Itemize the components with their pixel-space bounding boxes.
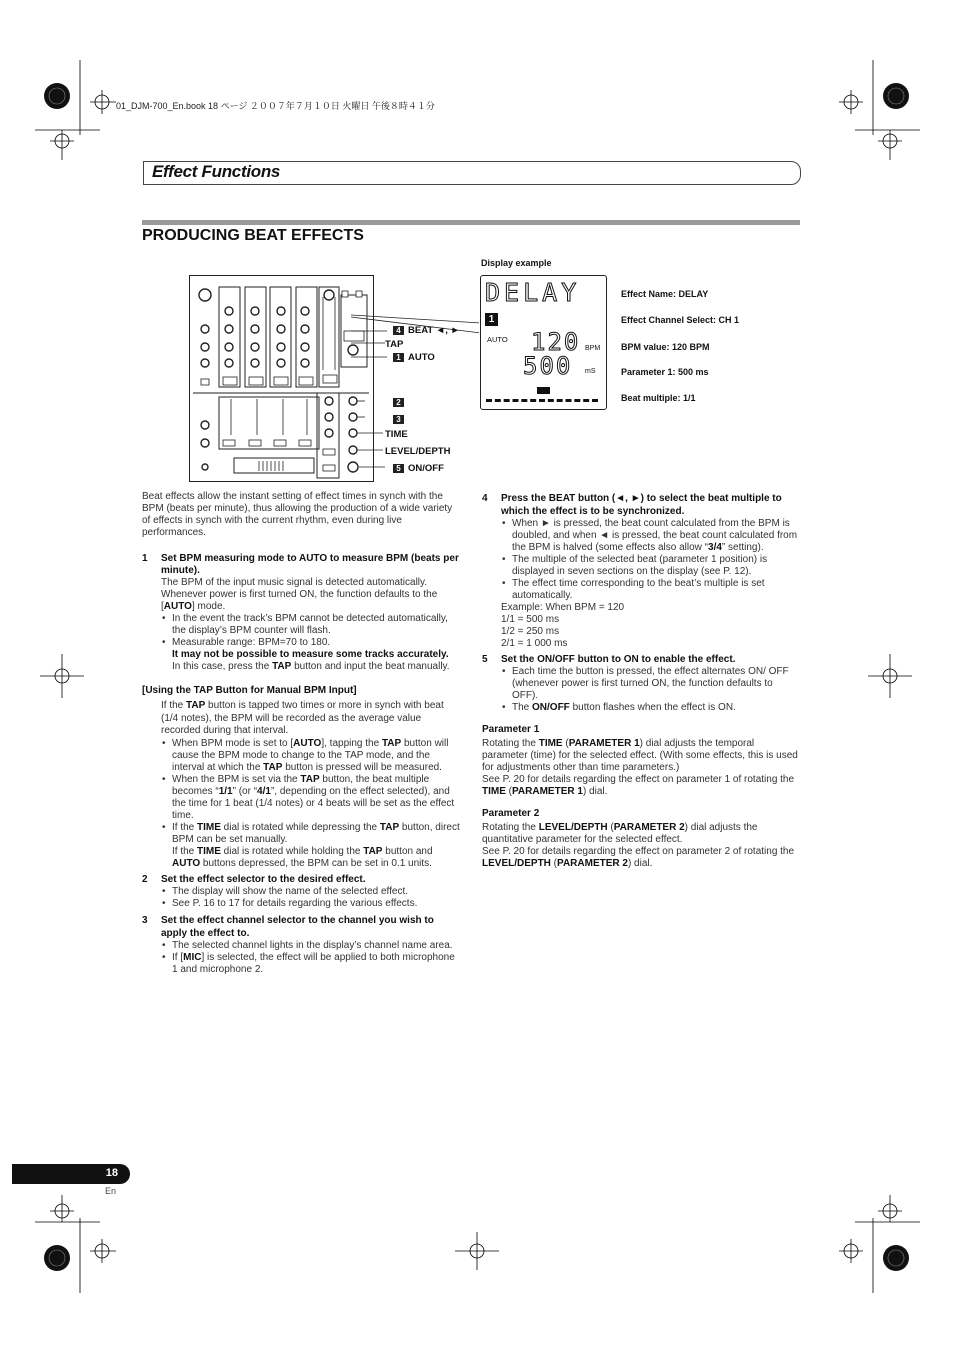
callout-2: 2 bbox=[393, 397, 408, 408]
example-line: Example: When BPM = 120 bbox=[501, 602, 625, 613]
parameter-1-heading: Parameter 1 bbox=[482, 724, 540, 735]
legend-channel: Effect Channel Select: CH 1 bbox=[621, 315, 740, 325]
example-line: 2/1 = 1 000 ms bbox=[501, 638, 568, 649]
legend-bpm: BPM value: 120 BPM bbox=[621, 342, 710, 352]
callout-tap: TAP bbox=[385, 339, 404, 350]
bpm-unit: BPM bbox=[585, 345, 601, 352]
display-example-label: Display example bbox=[481, 258, 552, 268]
display-panel bbox=[480, 275, 607, 410]
step-4-heading: 4 Press the BEAT button (◄, ►) to select the beat multiple to which the effect is to be synchronized. bbox=[482, 493, 782, 517]
step-4-bullet: • The effect time corresponding to the beat’s multiple is set automatically. bbox=[512, 578, 800, 602]
step-3-heading: 3 Set the effect channel selector to the channel you wish to apply the effect to. bbox=[142, 914, 434, 939]
callout-auto: 1 AUTO bbox=[393, 352, 435, 363]
step-1-heading: 1 Set BPM measuring mode to AUTO to measure BPM (beats per minute). bbox=[142, 553, 459, 576]
legend-effect-name: Effect Name: DELAY bbox=[621, 289, 709, 299]
ms-readout: 500 bbox=[523, 352, 573, 380]
channel-badge: 1 bbox=[485, 313, 498, 326]
step-2-heading: 2 Set the effect selector to the desired effect. bbox=[142, 873, 366, 885]
step-4-bullet: • The multiple of the selected beat (parameter 1 position) is displayed in seven sections on the display (see P. 12). bbox=[512, 554, 800, 578]
step-1-bullet: • Measurable range: BPM=70 to 180. It may not be possible to measure some tracks accurately. In this case, press the TAP button and input the beat manually. bbox=[172, 637, 460, 673]
legend-beat-multiple: Beat multiple: 1/1 bbox=[621, 393, 696, 403]
bpm-readout: 120 bbox=[531, 328, 581, 356]
beat-indicator bbox=[537, 387, 550, 394]
page-title: PRODUCING BEAT EFFECTS bbox=[142, 227, 364, 244]
parameter-1-paragraph: Rotating the TIME (PARAMETER 1) dial adjusts the temporal parameter (time) for the selected effect. (With some effects, this is used for adjustments other than time parameters.) bbox=[482, 738, 798, 773]
language-label: En bbox=[105, 1186, 117, 1196]
page-number-tab bbox=[12, 1164, 130, 1184]
intro-paragraph: Beat effects allow the instant setting of effect times in synch with the BPM (beats per minute), thus allowing the production of a wide variety of effects in synch with the current rhythm, even during live performances. bbox=[142, 491, 453, 538]
callout-beat: 4 BEAT ◄, ► bbox=[393, 325, 460, 336]
tap-paragraph: If the TAP button is tapped two times or more in synch with beat (1/4 notes), the BPM will be recorded as the average value recorded during that interval. bbox=[161, 700, 444, 736]
parameter-1-reference: See P. 20 for details regarding the effect on parameter 1 of rotating the TIME (PARAMETER 1) dial. bbox=[482, 774, 795, 797]
print-header: 01_DJM-700_En.book 18 ページ ２００７年７月１０日 火曜日 午後８時４１分 bbox=[116, 101, 435, 111]
page-number: 18 bbox=[105, 1167, 118, 1179]
parameter-2-reference: See P. 20 for details regarding the effect on parameter 2 of rotating the LEVEL/DEPTH (PARAMETER 2) dial. bbox=[482, 846, 795, 869]
tap-bullet: • When the BPM is set via the TAP button, the beat multiple becomes “1/1” (or “4/1”, depending on the effect selected), and the time for 1 beat (1/4 notes) or 4 beats will be set as the effect time. bbox=[172, 774, 460, 822]
callout-on-off: 5 ON/OFF bbox=[393, 463, 444, 474]
legend-param1: Parameter 1: 500 ms bbox=[621, 367, 709, 377]
parameter-2-heading: Parameter 2 bbox=[482, 808, 540, 819]
effect-name-readout: DELAY bbox=[485, 278, 581, 307]
tap-bullet: • When BPM mode is set to [AUTO], tapping the TAP button will cause the BPM mode to change to the TAP mode, and the interval at which the TAP button is pressed will be measured. bbox=[172, 738, 460, 774]
callout-3: 3 bbox=[393, 414, 408, 425]
beat-segments bbox=[486, 399, 598, 402]
step-1-bullet: • In the event the track’s BPM cannot be detected automatically, the display’s BPM counter will flash. bbox=[172, 613, 460, 637]
left-column bbox=[142, 491, 460, 976]
section-title: Effect Functions bbox=[152, 162, 281, 181]
step-5-heading: 5 Set the ON/OFF button to ON to enable the effect. bbox=[482, 654, 736, 665]
example-line: 1/2 = 250 ms bbox=[501, 626, 560, 637]
callout-time: TIME bbox=[385, 429, 408, 440]
step-5-bullet: • The ON/OFF button flashes when the effect is ON. bbox=[512, 702, 800, 714]
step-4-bullet: • When ► is pressed, the beat count calculated from the BPM is doubled, and when ◄ is pressed, the beat count calculated from the BPM is halved (some effects also allow “3/4” setting). bbox=[512, 518, 800, 554]
step-5-bullet: • Each time the button is pressed, the effect alternates ON/ OFF (whenever power is first turned ON, the function defaults to OFF). bbox=[512, 666, 800, 702]
auto-indicator: AUTO bbox=[487, 335, 508, 344]
step-2-bullet: • The display will show the name of the selected effect. bbox=[172, 886, 460, 898]
tap-bullet: • If the TIME dial is rotated while depressing the TAP button, direct BPM can be set manually. If the TIME dial is rotated while holding the TAP button and AUTO buttons depressed, the BPM can be set in 0.1 units. bbox=[172, 822, 460, 870]
parameter-2-paragraph: Rotating the LEVEL/DEPTH (PARAMETER 2) dial adjusts the quantitative parameter for the selected effect. bbox=[482, 822, 758, 845]
step-2-bullet: • See P. 16 to 17 for details regarding the various effects. bbox=[172, 898, 460, 910]
title-rule bbox=[142, 220, 800, 225]
tap-heading: [Using the TAP Button for Manual BPM Input] bbox=[142, 685, 357, 696]
step-3-bullet: • If [MIC] is selected, the effect will be applied to both microphone 1 and microphone 2. bbox=[172, 952, 460, 976]
ms-unit: mS bbox=[585, 368, 596, 375]
step-1-body: The BPM of the input music signal is detected automatically. Whenever power is first turned ON, the function defaults to the [AUTO] mode. bbox=[161, 577, 438, 612]
callout-level-depth: LEVEL/DEPTH bbox=[385, 446, 451, 457]
right-column bbox=[482, 492, 800, 870]
step-3-bullet: • The selected channel lights in the display’s channel name area. bbox=[172, 940, 460, 952]
example-line: 1/1 = 500 ms bbox=[501, 614, 560, 625]
